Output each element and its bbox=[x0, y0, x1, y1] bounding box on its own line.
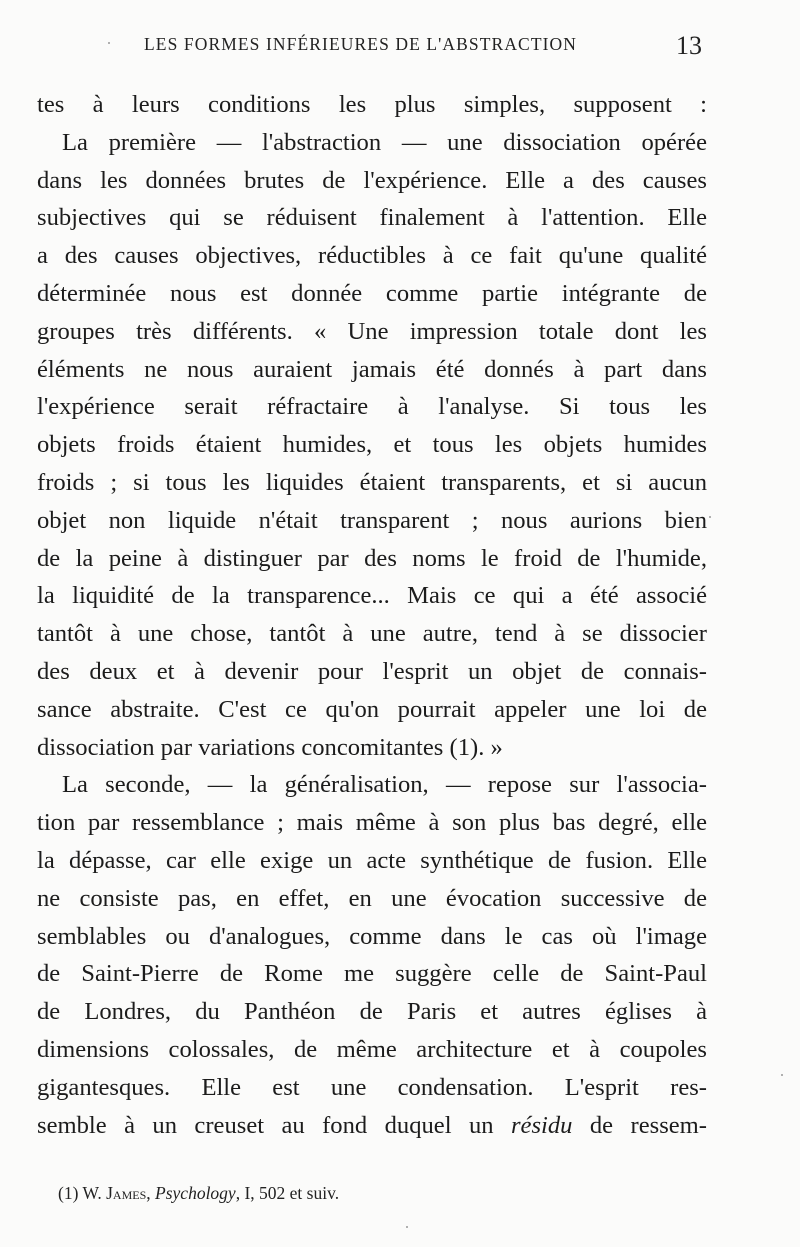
footnote-title: Psychology bbox=[155, 1183, 236, 1203]
print-speck bbox=[709, 516, 711, 518]
text-line-last bbox=[37, 1107, 707, 1145]
text-line: tes à leurs conditions les plus simples, supposent : bbox=[37, 91, 707, 118]
text-line: des deux et à devenir pour l'esprit un objet de connais- bbox=[37, 657, 707, 685]
text-line: La première — l'abstraction — une dissociation opérée bbox=[62, 128, 707, 156]
text-line: tantôt à une chose, tantôt à une autre, tend à se dissocier bbox=[37, 620, 707, 648]
page-number: 13 bbox=[676, 31, 702, 60]
text-line: objet non liquide n'était transparent ; nous aurions bien bbox=[37, 506, 707, 534]
text-line: dans les données brutes de l'expérience. Elle a des causes bbox=[37, 166, 707, 194]
text-line: de Saint-Pierre de Rome me suggère celle de Saint-Paul bbox=[37, 960, 707, 988]
italic-word: résidu bbox=[510, 1111, 573, 1139]
print-speck bbox=[781, 1074, 783, 1076]
text-line: la dépasse, car elle exige un acte synthétique de fusion. Elle bbox=[37, 846, 707, 874]
text-line: froids ; si tous les liquides étaient transparents, et si aucun bbox=[37, 468, 707, 496]
footnote bbox=[58, 1183, 339, 1204]
footnote-author: James bbox=[106, 1183, 147, 1203]
running-title: LES FORMES INFÉRIEURES DE L'ABSTRACTION bbox=[144, 34, 578, 54]
text-fragment: semble à un creuset au fond duquel un bbox=[37, 1111, 511, 1139]
text-line: semblables ou d'analogues, comme dans le cas où l'image bbox=[37, 922, 707, 950]
print-speck bbox=[406, 1226, 408, 1228]
footnote-marker: (1) W. bbox=[58, 1183, 107, 1203]
text-line: groupes très différents. « Une impression totale dont les bbox=[37, 317, 707, 345]
text-line: de la peine à distinguer par des noms le froid de l'humide, bbox=[37, 544, 707, 572]
text-line: l'expérience serait réfractaire à l'analyse. Si tous les bbox=[37, 393, 707, 421]
text-line: dimensions colossales, de même architecture et à coupoles bbox=[37, 1035, 707, 1063]
text-line: de Londres, du Panthéon de Paris et autres églises à bbox=[37, 998, 707, 1026]
print-speck bbox=[108, 42, 110, 44]
text-line: la liquidité de la transparence... Mais ce qui a été associé bbox=[37, 582, 707, 610]
text-line: tion par ressemblance ; mais même à son plus bas degré, elle bbox=[37, 809, 707, 837]
text-line: déterminée nous est donnée comme partie intégrante de bbox=[37, 279, 707, 307]
text-line: gigantesques. Elle est une condensation. L'esprit res- bbox=[37, 1073, 707, 1101]
text-line: ne consiste pas, en effet, en une évocation successive de bbox=[37, 884, 707, 912]
text-line: éléments ne nous auraient jamais été donnés à part dans bbox=[37, 355, 707, 383]
text-fragment: de ressem- bbox=[572, 1111, 707, 1139]
text-line: dissociation par variations concomitantes (1). » bbox=[37, 733, 503, 761]
body-text bbox=[37, 86, 707, 1144]
text-line: objets froids étaient humides, et tous les objets humides bbox=[37, 431, 707, 459]
footnote-comma: , bbox=[146, 1183, 156, 1203]
text-line: sance abstraite. C'est ce qu'on pourrait appeler une loi de bbox=[37, 695, 707, 723]
text-line: La seconde, — la généralisation, — repose sur l'associa- bbox=[62, 771, 707, 799]
footnote-rest: , I, 502 et suiv. bbox=[235, 1183, 340, 1203]
text-line: subjectives qui se réduisent finalement à l'attention. Elle bbox=[37, 204, 707, 232]
running-head bbox=[0, 31, 800, 62]
text-line: a des causes objectives, réductibles à ce fait qu'une qualité bbox=[37, 242, 707, 270]
